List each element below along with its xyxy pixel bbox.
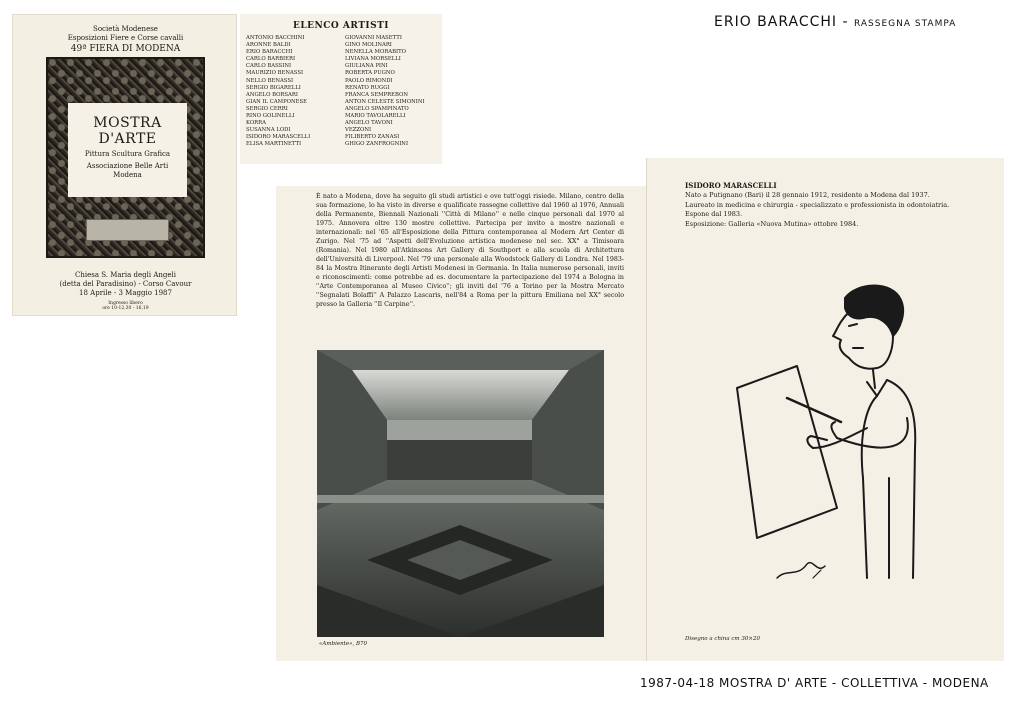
cover-venue-1: Chiesa S. Maria degli Angeli [74,271,177,279]
catalogue-cover [12,14,237,316]
cover-dates: 18 Aprile - 3 Maggio 1987 [79,289,172,297]
artist-name-item: ELISA MARTINETTI [246,141,302,148]
cover-fair-title: 49ª FIERA DI MODENA [70,44,181,54]
artist-name-item: CARLO BASSINI [246,63,292,70]
catalogue-page-right [646,158,1004,661]
artist-name-item: ANGELO SPAMPINATO [345,105,409,112]
artist-name-item: GIULIANA PINI [345,63,388,70]
artist-name-item: NELLO BENASSI [246,77,294,84]
artist-name-item: GINO MOLINARI [345,42,392,49]
artist-name-item: ISIDORO MARASCELLI [246,134,311,141]
bio-line-degree: Laureato in medicina e chirurgia - specializzato e professionista in odontoiatria. [685,200,950,209]
artist-name-item: ARONNE BALDI [246,42,291,49]
artists-column-2 [345,35,436,149]
artist-name-item: LIVIANA MORSELLI [345,56,401,63]
catalogue-page-left [276,186,646,661]
artist-name-item: FILIBERTO ZANASI [345,134,400,141]
artist-bio-right [685,180,985,229]
cover-line-1: Società Modenese [93,25,158,33]
artist-name-item: MAURIZIO BENASSI [246,70,304,77]
cover-association: Associazione Belle Arti [86,162,169,170]
artist-name-item: RENATO RUGGI [345,84,390,91]
cover-line-2: Esposizioni Fiere e Corse cavalli [67,34,184,42]
artist-name-item: MARIO TAVOLARELLI [345,113,406,120]
cover-footer [13,271,238,311]
artist-name-item: GIAN IL CAMPONESE [246,98,307,105]
artist-name-item: SUSANNA LODI [246,127,291,134]
artist-name-item: KORRA [246,120,266,127]
artist-name-item: ANGELO TAVONI [345,120,393,127]
bio-line-birth: Nato a Putignano (Bari) il 28 gennaio 1912, residente a Modena dal 1937. [685,191,930,199]
header-title-sub: RASSEGNA STAMPA [854,19,957,29]
cover-main-title-2: D'ARTE [98,131,157,147]
cover-entry-2: ore 10-12,30 - 16,19 [102,306,149,311]
artist-name-item: ANGELO BORSARI [246,91,298,98]
artist-name-item: PAOLO RIMONDI [345,77,393,84]
cover-plaque [86,219,169,241]
artist-name-item: GIOVANNI MASETTI [345,35,402,41]
artists-list-title: ELENCO ARTISTI [292,21,390,31]
artist-name-item: NENELLA MORABITO [345,49,406,56]
cover-main-title-1: MOSTRA [93,115,162,131]
header-title-main: ERIO BARACCHI - [714,14,849,30]
artist-name-item: ROBERTA PUGNO [345,70,395,77]
artist-name-item: ANTONIO BACCHINI [246,35,305,41]
bio-line-exhibition: Esposizione: Galleria «Nuova Mutina» ottobre 1984. [685,219,859,228]
footer-title: 1987-04-18 MOSTRA D' ARTE - COLLETTIVA - MODENA [640,676,989,690]
artist-name-item: FRANCA SEMPREBON [345,91,408,98]
cover-subtitle: Pittura Scultura Grafica [84,150,171,158]
cover-title-panel [68,103,187,197]
artwork-drawing [317,350,604,637]
drawing-caption-right: Disegno a china cm 30×20 [685,636,760,642]
cover-header [13,25,238,55]
artists-list-page [240,14,442,164]
artist-name-item: SERGIO CERRI [246,105,288,112]
artist-name-item: CARLO BARBIERI [246,56,296,63]
artist-name-item: RINO GOLINELLI [246,113,295,120]
artist-name-item: GHIGO ZANFROGNINI [345,141,409,148]
caricature-drawing [717,278,957,618]
cover-venue-2: (detta del Paradisino) - Corso Cavour [59,280,192,288]
cover-ornate-frame [46,57,205,258]
cover-association-city: Modena [113,171,142,179]
artist-name-item: ANTON CELESTE SIMONINI [345,98,425,105]
artwork-caption-left: «Ambiente», B70 [319,641,367,647]
artists-column-1 [246,35,337,149]
artist-name-item: ERIO BARACCHI [246,49,293,56]
artist-name-item: VEZZONI [345,127,372,134]
header-title [714,14,956,30]
artist-biography: È nato a Modena, dove ha seguito gli studi artistici e ove tutt'oggi risiede. Milano, centro della sua formazione, lo ha visto in diverse e qualificate rassegne collettive dal 1960 al 1976, Annuali della Permanente, Biennali Nazionali ''Città di Milano'' e nelle cinque personali dal 1970 al 1975. Annovera oltre 130 mostre collettive. Partecipa per invito a mostre nazionali e internazionali: nel '65 all'Esposizione della Pittura contemporanea al Modern Art Center di Zurigo. Nel '75 ad ''Aspetti dell'Evoluzione artistica modenese nel sec. XX° a Timisoara (Romania). Nel 1980 all'Atkinsons Art Gallery di Southport e alla scuola di Architettura dell'Università di Liverpool. Nel '79 una personale alla Woodstock Gallery di Londra. Nel 1983-84 la Mostra Itinerante degli Artisti Modenesi in Germania. In Italia numerose personali, inviti e riconoscimenti: come potrebbe ad es. documentare la partecipazione del 1974 a Bologna in ''Arte Contemporanea al Museo Civico''; gli inviti del '76 a Torino per la Mostra Mercato ''Segnalati Bolaffi'' A Palazzo Lascaris, nell'84 a Roma per la pittura Emiliana nel XX° secolo presso la Galleria ''Il Carpine''. [316,193,624,308]
artist-name: ISIDORO MARASCELLI [685,181,777,190]
artwork-ambiente-image [317,350,604,637]
artist-name-item: SERGIO BIGARELLI [246,84,301,91]
cover-entry-1: Ingresso libero [108,301,143,306]
bio-line-exhibits-since: Espone dal 1983. [685,210,743,218]
